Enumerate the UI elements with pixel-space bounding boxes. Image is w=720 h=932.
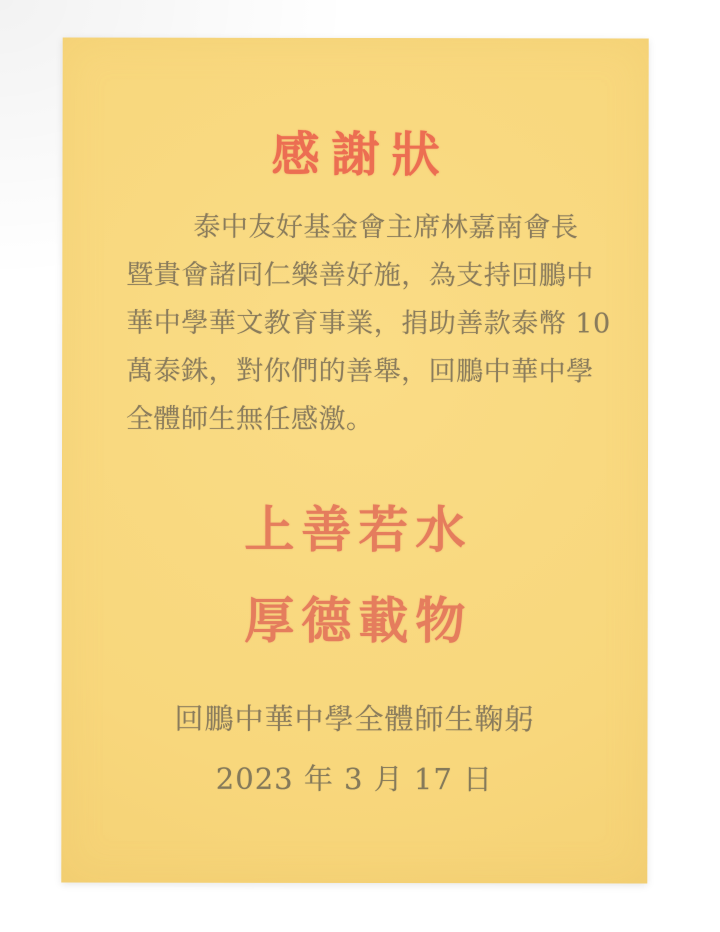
- body-paragraph: [126, 204, 611, 445]
- motto-line-2: 厚德載物: [244, 590, 473, 651]
- certificate-title: 感謝狀: [271, 126, 452, 184]
- body-line: 暨貴會諸同仁樂善好施，為支持回鵬中: [126, 259, 594, 292]
- date-line: 2023 年 3 月 17 日: [215, 761, 494, 797]
- signature-line: 回鵬中華中學全體師生鞠躬: [174, 701, 535, 737]
- body-line: 泰中友好基金會主席林嘉南會長: [193, 211, 579, 244]
- body-line: 萬泰銖，對你們的善舉，回鵬中華中學: [126, 355, 594, 388]
- body-line: 全體師生無任感激。: [126, 403, 374, 436]
- body-line: 華中學華文教育事業，捐助善款泰幣 10: [126, 307, 611, 340]
- motto-line-1: 上善若水: [244, 499, 473, 560]
- certificate-paper: [61, 37, 648, 883]
